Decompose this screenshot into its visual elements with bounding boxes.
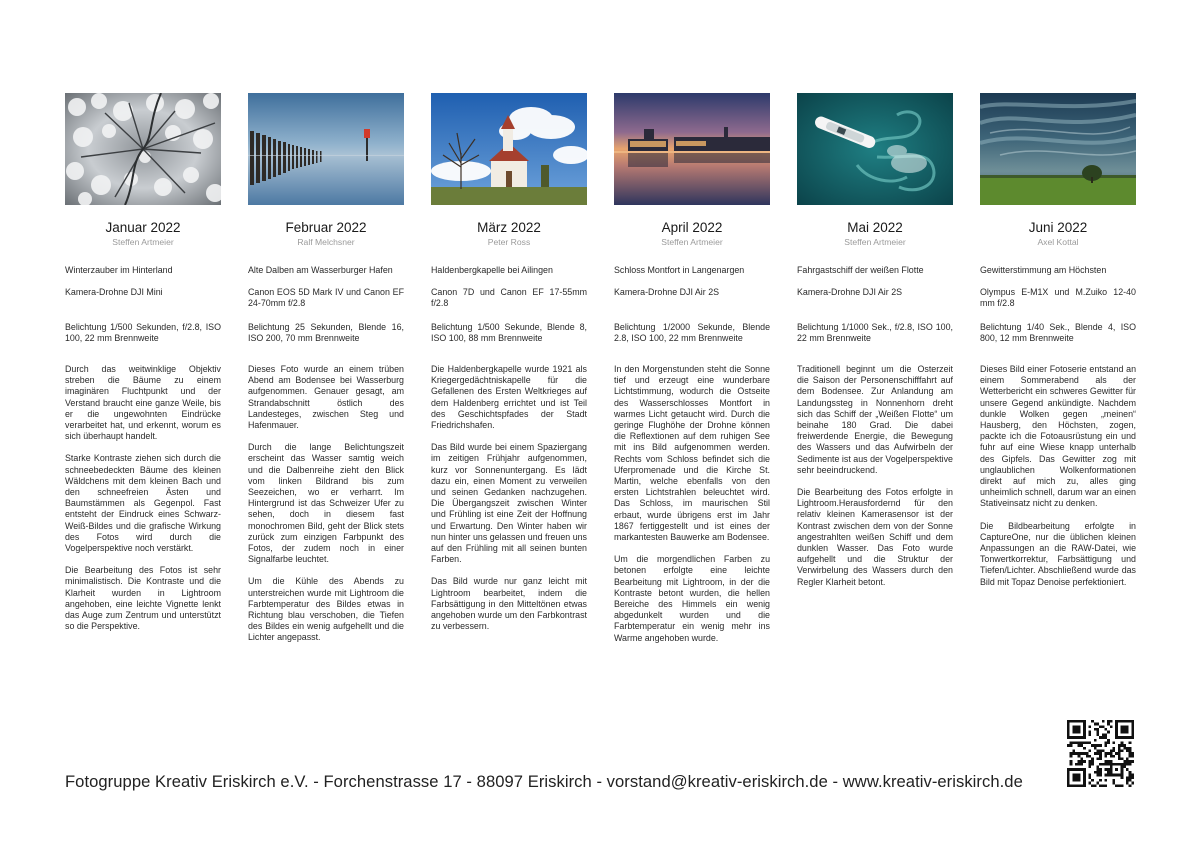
description-paragraph: Traditionell beginnt um die Osterzeit die Saison der Personenschifffahrt auf dem Bodensee. Zur Anlandung am Landungssteg in Nonnenhorn dreht sich das Schiff der „Weißen Flotte“ um beinahe 180 Grad. Die dabei freiwerdende Energie, die Bewegung des Wassers und das Aufwirbeln der Sedimente ist aus der Vogelperspektive sehr beeindruckend.: [797, 364, 953, 475]
month-column-februar: [248, 93, 404, 655]
photographer-name: Steffen Artmeier: [112, 237, 174, 247]
description-paragraph: Die Bildbearbeitung erfolgte in CaptureOne, nur die üblichen kleinen Anpassungen an die RAW-Datei, wie Tonwertkorrektur, Farbsättigung und Tiefen/Lichter. Abschließend wurde das Bild mit Topaz Denoise perfektioniert.: [980, 520, 1136, 587]
photo-dalben-lake: [248, 93, 404, 205]
description-paragraph: Durch die lange Belichtungszeit erscheint das Wasser samtig weich und die Dalbenreihe zieht den Blick vom linken Bildrand bis zum Seezeichen, wo er verharrt. Im Hintergrund ist das Schweizer Ufer zu sehen, doch in diesem fast monochromen Bild, geht der Blick stets zurück zum einzigen Farbpunkt des Fotos, der zudem noch in einer Signalfarbe leuchtet.: [248, 442, 404, 565]
month-column-januar: [65, 93, 221, 643]
photo-subject: Gewitterstimmung am Höchsten: [980, 265, 1107, 275]
description-paragraph: Das Bild wurde nur ganz leicht mit Lightroom bearbeitet, indem die Farbsättigung in den Mitteltönen etwas angehoben wurde um den Farbkontrast zu verbessern.: [431, 576, 587, 632]
photo-description: [980, 364, 1136, 588]
camera-info: Olympus E-M1X und M.Zuiko 12-40 mm f/2.8: [980, 287, 1136, 309]
month-column-april: [614, 93, 770, 655]
description-paragraph: Die Haldenbergkapelle wurde 1921 als Kriegergedächtniskapelle für die Gefallenen des Ersten Weltkrieges auf dem Haldenberg errichtet und ist Teil des Geschichtspfades der Stadt Friedrichshafen.: [431, 364, 587, 431]
description-paragraph: Dieses Bild einer Fotoserie entstand an einem Sommerabend als der Wetterbericht ein schweres Gewitter für unsere Gegend ankündigte. Nachdem dunkle Wolken gegen „meinen“ Hausberg, den Höchsten, zogen, packte ich die Fotoausrüstung ein und fuhr auf eine Wiese knapp unterhalb des Gipfels. Das Gewitter zog mit unglaublichen Wolkenformationen direkt auf mich zu, alles ging unheimlich schnell, darum war an einen Stativeinsatz nicht zu denken.: [980, 364, 1136, 509]
camera-info: Kamera-Drohne DJI Air 2S: [797, 287, 903, 297]
description-paragraph: Die Bearbeitung des Fotos erfolgte in Lightroom.Herausfordernd für den relativ kleinen Kamerasensor ist der Kontrast zwischen dem von der Sonne angestrahlten weißen Schiff und dem dunklen Wasser. Das Foto wurde aufgehellt und die Struktur der Verwirbelung des Wassers durch den Regler Klarheit betont.: [797, 487, 953, 587]
photo-ferry-ship: [797, 93, 953, 205]
description-paragraph: Das Bild wurde bei einem Spaziergang im zeitigen Frühjahr aufgenommen, kurz vor Sonnenuntergang. Es lädt dazu ein, einen Moment zu verweilen und seinen Gedanken nachzugehen. Die Übergangszeit zwischen Winter und Frühling ist eine Zeit der Hoffnung und Erwartung. Den Winter haben wir nun hinter uns gelassen und freuen uns auf den Frühling mit all seinen bunten Farben.: [431, 442, 587, 565]
month-title: Februar 2022: [285, 220, 367, 235]
description-paragraph: Dieses Foto wurde an einem trüben Abend am Bodensee bei Wasserburg aufgenommen. Genauer gesagt, am Strandabschnitt östlich des Landesteges, zwischen Steg und Hafenmauer.: [248, 364, 404, 431]
month-title: Mai 2022: [847, 220, 903, 235]
exposure-info: Belichtung 1/1000 Sek., f/2.8, ISO 100, 22 mm Brennweite: [797, 322, 953, 344]
footer-contact-line: Fotogruppe Kreativ Eriskirch e.V. - Forchenstrasse 17 - 88097 Eriskirch - vorstand@kreativ-eriskirch.de - www.kreativ-eriskirch.de: [65, 772, 1023, 791]
photo-castle-montfort: [614, 93, 770, 205]
photo-subject: Winterzauber im Hinterland: [65, 265, 173, 275]
month-column-juni: [980, 93, 1136, 599]
photographer-name: Steffen Artmeier: [661, 237, 723, 247]
photo-description: [797, 364, 953, 588]
photographer-name: Peter Ross: [487, 237, 531, 247]
photo-description: [248, 364, 404, 644]
photographer-name: Ralf Melchsner: [297, 237, 355, 247]
exposure-info: Belichtung 1/2000 Sekunde, Blende 2.8, ISO 100, 22 mm Brennweite: [614, 322, 770, 344]
exposure-info: Belichtung 1/500 Sekunde, Blende 8, ISO 100, 88 mm Brennweite: [431, 322, 587, 344]
description-paragraph: Um die morgendlichen Farben zu betonen erfolgte eine leichte Bearbeitung mit Lightroom, in der die Kontraste betont wurden, die hellen Bereiche des Himmels ein wenig abgedunkelt wurden und die Farbtemperatur ein wenig mehr ins Warme angehoben wurde.: [614, 554, 770, 643]
photo-winter-forest: [65, 93, 221, 205]
photo-chapel: [431, 93, 587, 205]
photo-description: [65, 364, 221, 632]
camera-info: Canon EOS 5D Mark IV und Canon EF 24-70mm f/2.8: [248, 287, 404, 309]
photo-description: [431, 364, 587, 632]
month-title: März 2022: [477, 220, 541, 235]
month-title: Juni 2022: [1028, 220, 1088, 235]
photographer-name: Axel Kottal: [1037, 237, 1079, 247]
photo-subject: Alte Dalben am Wasserburger Hafen: [248, 265, 393, 275]
qr-code[interactable]: [1067, 720, 1134, 787]
description-paragraph: Die Bearbeitung des Fotos ist sehr minimalistisch. Die Kontraste und die Klarheit wurden in Lightroom angehoben, eine leichte Vignette lenkt das Auge zum Zentrum und unterstützt so die Perspektive.: [65, 565, 221, 632]
description-paragraph: Um die Kühle des Abends zu unterstreichen wurde mit Lightroom die Farbtemperatur des Bildes etwas in Richtung blau verschoben, die Tiefen des Bildes ein wenig aufgehellt und die Lichter angepasst.: [248, 576, 404, 643]
month-column-mai: [797, 93, 953, 599]
camera-info: Canon 7D und Canon EF 17-55mm f/2.8: [431, 287, 587, 309]
camera-info: Kamera-Drohne DJI Mini: [65, 287, 163, 297]
camera-info: Kamera-Drohne DJI Air 2S: [614, 287, 720, 297]
description-paragraph: Durch das weitwinklige Objektiv streben die Bäume zu einem imaginären Fluchtpunkt und der Verstand braucht eine ganze Weile, bis er die ungewohnten Eindrücke verarbeitet hat, und erkennt, worum es sich überhaupt handelt.: [65, 364, 221, 442]
photo-subject: Haldenbergkapelle bei Ailingen: [431, 265, 553, 275]
month-column-maerz: [431, 93, 587, 643]
description-paragraph: Starke Kontraste ziehen sich durch die schneebedeckten Bäume des kleinen Wäldchens mit dem kleinen Bach und den schneefreien Ästen und Baumstämmen als Gegenpol. Fast entsteht der Eindruck eines Schwarz-Weiß-Bildes und die grafische Wirkung des Fotos wird durch die Vogelperspektive noch verstärkt.: [65, 453, 221, 554]
description-paragraph: In den Morgenstunden steht die Sonne tief und erzeugt eine wunderbare Lichtstimmung, wodurch die Ostseite des Wasserschlosses Montfort in warmes Licht getaucht wird. Durch die geringe Flughöhe der Drohne können die Reflextionen auf dem ruhigen See mit ins Bild aufgenommen werden. Rechts vom Schloss befindet sich die Uferpromenade und die Kirche St. Martin, welche ebenfalls von den ersten Lichtstrahlen beleuchtet wird. Das Schloss, im maurischen Stil erbaut, wurde übrigens erst im Jahr 1867 fertiggestellt und ist eines der markantesten Bauwerke am Bodensee.: [614, 364, 770, 543]
month-title: April 2022: [661, 220, 723, 235]
photo-subject: Schloss Montfort in Langenargen: [614, 265, 745, 275]
calendar-columns: [65, 93, 1137, 713]
exposure-info: Belichtung 1/40 Sek., Blende 4, ISO 800, 12 mm Brennweite: [980, 322, 1136, 344]
photo-thunderstorm: [980, 93, 1136, 205]
photo-subject: Fahrgastschiff der weißen Flotte: [797, 265, 924, 275]
exposure-info: Belichtung 25 Sekunden, Blende 16, ISO 200, 70 mm Brennweite: [248, 322, 404, 344]
photo-description: [614, 364, 770, 644]
exposure-info: Belichtung 1/500 Sekunden, f/2.8, ISO 100, 22 mm Brennweite: [65, 322, 221, 344]
month-title: Januar 2022: [105, 220, 181, 235]
photographer-name: Steffen Artmeier: [844, 237, 906, 247]
